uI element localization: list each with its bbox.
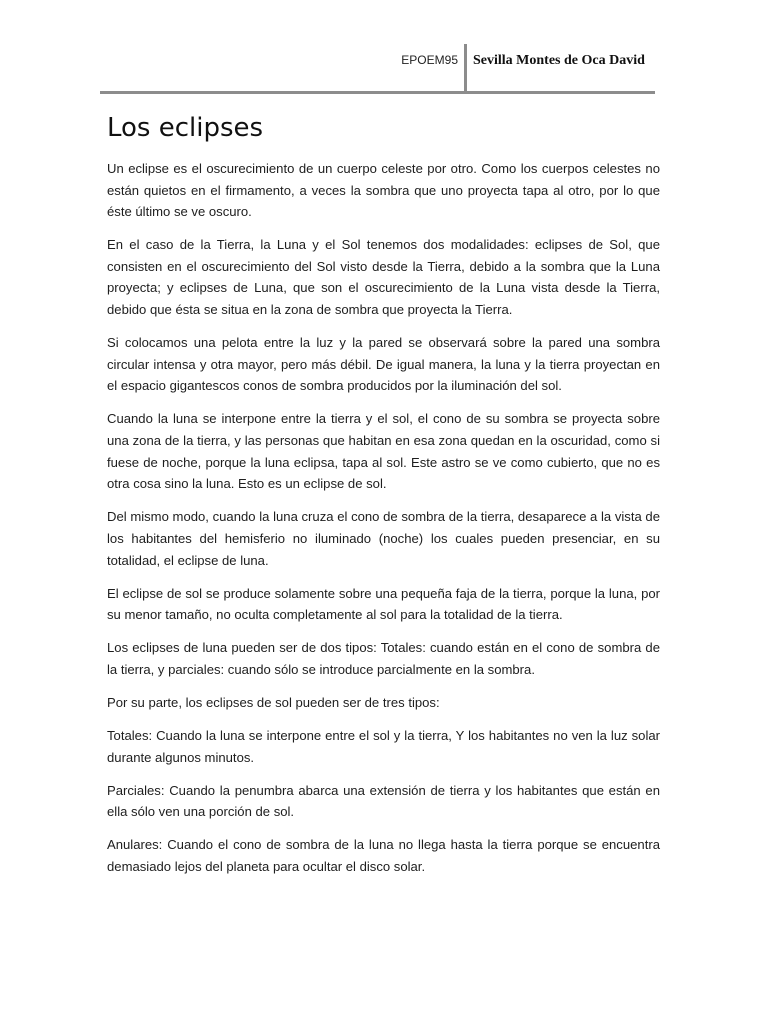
paragraph: Los eclipses de luna pueden ser de dos tipos: Totales: cuando están en el cono de sombra de la tierra, y parciales: cuando sólo se introduce parcialmente en la sombra. [107, 640, 660, 677]
header-divider [464, 44, 467, 92]
paragraph: El eclipse de sol se produce solamente sobre una pequeña faja de la tierra, porque la luna, por su menor tamaño, no oculta completamente al sol para la totalidad de la tierra. [107, 585, 660, 623]
document-title: Los eclipses [107, 113, 264, 143]
document-body [107, 112, 660, 889]
page-header [100, 44, 655, 93]
paragraph: En el caso de la Tierra, la Luna y el Sol tenemos dos modalidades: eclipses de Sol, que consisten en el oscurecimiento del Sol visto desde la Tierra, debido a la sombra que la Luna proyecta; y eclipses de Luna, que son el oscurecimiento de la Luna vista desde la Tierra, debido que ésta se situa en la zona de sombra que proyecta la Tierra. [107, 237, 660, 318]
paragraph: Por su parte, los eclipses de sol pueden ser de tres tipos: [107, 694, 440, 710]
paragraph: Anulares: Cuando el cono de sombra de la luna no llega hasta la tierra porque se encuentra demasiado lejos del planeta para ocultar el disco solar. [107, 837, 660, 875]
header-rule [100, 91, 655, 94]
paragraph: Del mismo modo, cuando la luna cruza el cono de sombra de la tierra, desaparece a la vista de los habitantes del hemisferio no iluminado (noche) los cuales pueden presenciar, en su totalidad, el eclipse de luna. [107, 509, 660, 568]
paragraph: Un eclipse es el oscurecimiento de un cuerpo celeste por otro. Como los cuerpos celestes no están quietos en el firmamento, a veces la sombra que uno proyecta tapa al otro, por lo que éste último se ve oscuro. [107, 161, 660, 220]
header-author: Sevilla Montes de Oca David [473, 53, 645, 68]
header-code: EPOEM95 [401, 53, 458, 67]
paragraph: Totales: Cuando la luna se interpone entre el sol y la tierra, Y los habitantes no ven la luz solar durante algunos minutos. [107, 728, 660, 765]
paragraph: Cuando la luna se interpone entre la tierra y el sol, el cono de su sombra se proyecta sobre una zona de la tierra, y las personas que habitan en esa zona quedan en la oscuridad, como si fuese de noche, porque la luna eclipsa, tapa al sol. Este astro se ve como cubierto, que no es otra cosa sino la luna. Esto es un eclipse de sol. [107, 411, 660, 492]
paragraph: Parciales: Cuando la penumbra abarca una extensión de tierra y los habitantes que están en ella sólo ven una porción de sol. [107, 782, 660, 820]
paragraph: Si colocamos una pelota entre la luz y la pared se observará sobre la pared una sombra circular intensa y otra mayor, pero más débil. De igual manera, la luna y la tierra proyectan en el espacio gigantescos conos de sombra producidos por la iluminación del sol. [107, 335, 660, 394]
